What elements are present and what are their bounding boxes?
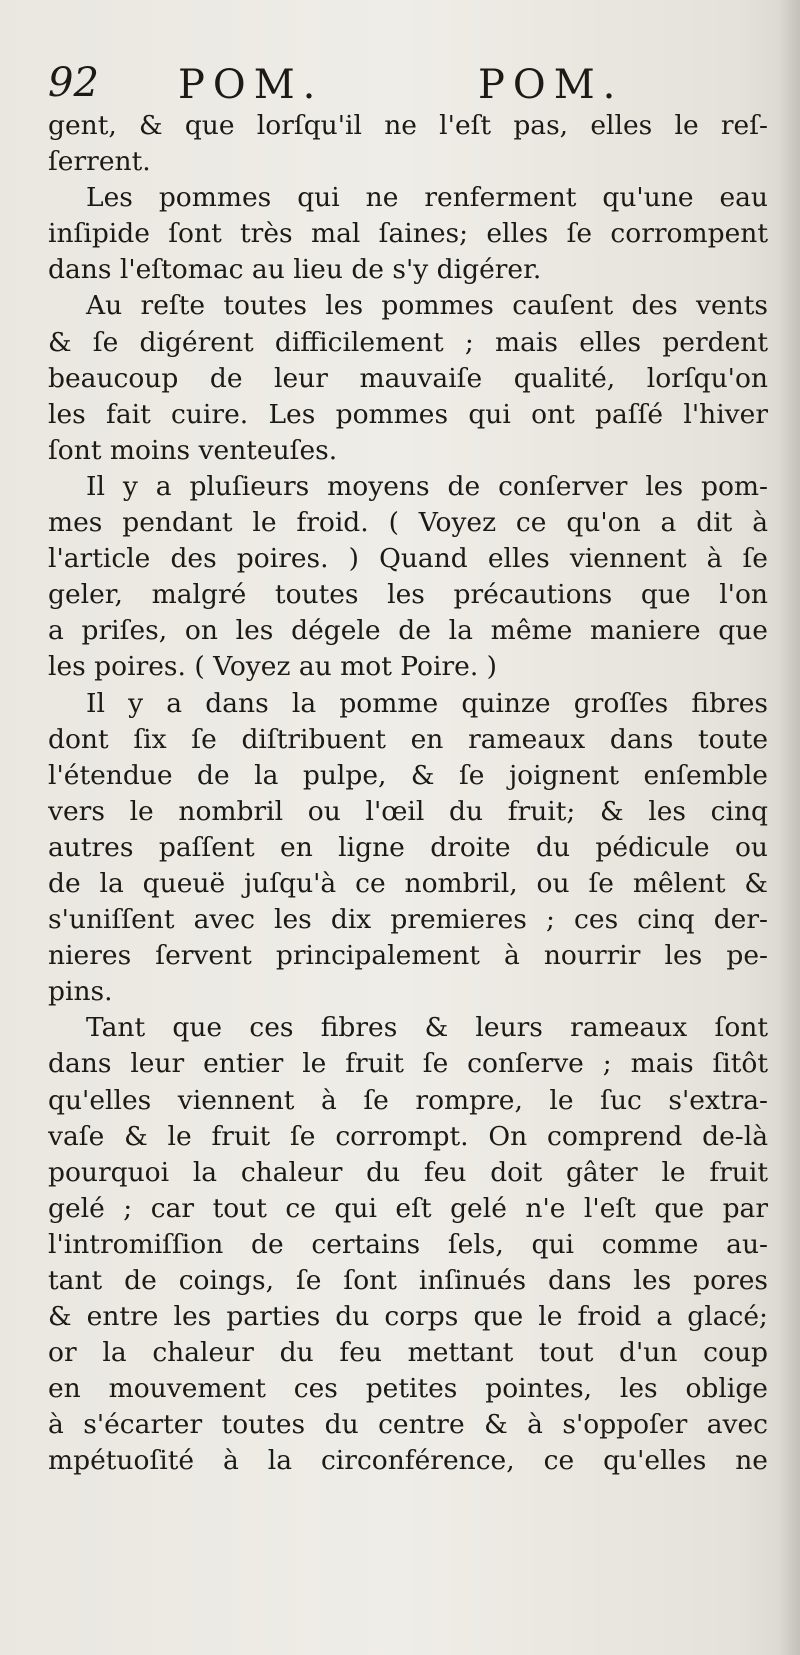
text-line: Il y a pluſieurs moyens de conſerver les pom- xyxy=(86,470,768,502)
text-line: qu'elles viennent à ſe rompre, le ſuc s'extra- xyxy=(48,1084,768,1116)
text-line: l'intromiſſion de certains ſels, qui comme au- xyxy=(48,1228,768,1260)
text-line: dont ſix ſe diſtribuent en rameaux dans toute xyxy=(48,723,768,755)
text-line: geler, malgré toutes les précautions que l'on xyxy=(48,579,768,611)
text-line: de la queuë juſqu'à ce nombril, ou ſe mêlent & xyxy=(48,867,768,899)
body-text xyxy=(48,108,768,1480)
text-line: & ſe digérent difficilement ; mais elles perdent xyxy=(48,326,768,358)
text-line: les fait cuire. Les pommes qui ont paſſé l'hiver xyxy=(48,398,768,430)
text-line: Les pommes qui ne renferment qu'une eau xyxy=(86,182,768,214)
text-line: autres paſſent en ligne droite du pédicule ou xyxy=(48,831,768,863)
text-line: inſipide ſont très mal ſaines; elles ſe corrompent xyxy=(48,218,768,250)
text-line: tant de coings, ſe ſont inſinués dans les pores xyxy=(48,1265,768,1296)
text-line: nieres ſervent principalement à nourrir les pe- xyxy=(48,940,768,972)
text-line: a priſes, on les dégele de la même maniere que xyxy=(48,615,768,647)
running-head-right: POM. xyxy=(478,62,624,108)
text-line: beaucoup de leur mauvaiſe qualité, lorſqu'on xyxy=(48,362,768,394)
text-line: pourquoi la chaleur du feu doit gâter le fruit xyxy=(48,1156,768,1188)
text-line: à s'écarter toutes du centre & à s'oppoſer avec xyxy=(48,1409,768,1441)
page-header xyxy=(48,60,768,110)
text-line: ſerrent. xyxy=(48,146,151,178)
text-line: Il y a dans la pomme quinze groſſes fibres xyxy=(86,687,768,719)
text-line: les poires. ( Voyez au mot Poire. ) xyxy=(48,651,497,683)
text-line: gelé ; car tout ce qui eſt gelé n'e l'eſt que par xyxy=(48,1192,768,1224)
text-line: mpétuoſité à la circonférence, ce qu'elles ne xyxy=(48,1445,768,1477)
text-line: dans leur entier le fruit ſe conſerve ; mais ſitôt xyxy=(48,1048,768,1080)
text-line: vers le nombril ou l'œil du fruit; & les cinq xyxy=(48,795,768,827)
text-line: gent, & que lorſqu'il ne l'eſt pas, elles le reſ- xyxy=(48,110,768,141)
text-line: en mouvement ces petites pointes, les oblige xyxy=(48,1373,768,1405)
running-head-left: POM. xyxy=(178,62,324,108)
page-number: 92 xyxy=(48,60,99,106)
text-line: vaſe & le fruit ſe corrompt. On comprend de-là xyxy=(48,1120,768,1152)
text-line: l'article des poires. ) Quand elles viennent à ſe xyxy=(48,543,768,575)
text-line: Au reſte toutes les pommes cauſent des vents xyxy=(86,290,768,322)
text-line: pins. xyxy=(48,976,113,1008)
text-line: ſont moins venteuſes. xyxy=(48,434,338,466)
text-line: or la chaleur du feu mettant tout d'un coup xyxy=(48,1337,768,1369)
text-line: & entre les parties du corps que le froid a glacé; xyxy=(48,1301,768,1333)
text-line: dans l'eſtomac au lieu de s'y digérer. xyxy=(48,254,542,286)
text-line: mes pendant le froid. ( Voyez ce qu'on a dit à xyxy=(48,507,768,539)
text-line: l'étendue de la pulpe, & ſe joignent enſemble xyxy=(48,759,768,791)
text-line: s'uniſſent avec les dix premieres ; ces cinq der- xyxy=(48,904,768,936)
text-line: Tant que ces fibres & leurs rameaux ſont xyxy=(86,1012,768,1044)
page-edge-shadow xyxy=(778,0,800,1655)
